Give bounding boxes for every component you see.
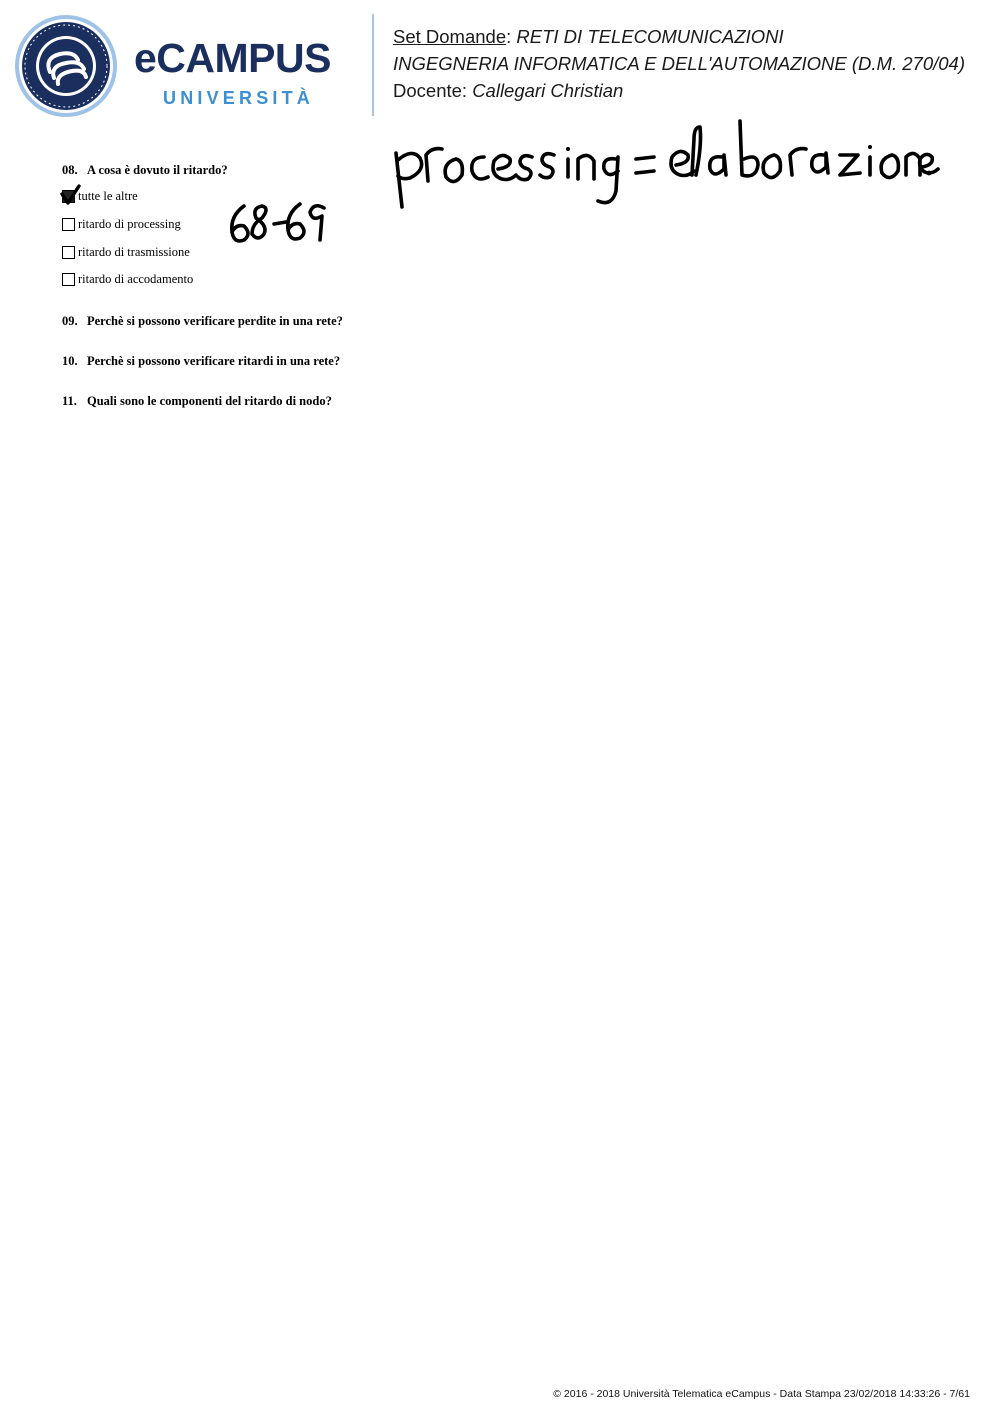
handwritten-page-reference <box>226 200 330 252</box>
teacher-line <box>393 77 965 104</box>
teacher-name: Callegari Christian <box>472 80 624 101</box>
set-label: Set Domande <box>393 26 507 47</box>
set-separator: : <box>506 26 517 47</box>
handwritten-note-processing <box>392 115 940 215</box>
checkbox[interactable] <box>62 218 75 231</box>
header-info <box>393 23 965 104</box>
question-text: A cosa è dovuto il ritardo? <box>87 163 228 177</box>
question-number: 09. <box>62 314 78 328</box>
set-value: RETI DI TELECOMUNICAZIONI <box>516 26 784 47</box>
option-label: ritardo di accodamento <box>78 272 194 286</box>
teacher-label: Docente: <box>393 80 473 101</box>
option-ritardo-di-processing[interactable] <box>62 217 181 232</box>
checkbox-checked[interactable] <box>62 190 75 203</box>
question-11 <box>62 394 332 409</box>
page-footer: © 2016 - 2018 Università Telematica eCampus - Data Stampa 23/02/2018 14:33:26 - 7/61 <box>553 1388 970 1400</box>
header-divider <box>372 14 374 116</box>
option-label: tutte le altre <box>78 189 138 203</box>
course-name: INGEGNERIA INFORMATICA E DELL'AUTOMAZIONE (D.M. 270/04) <box>393 53 965 74</box>
option-label: ritardo di trasmissione <box>78 245 190 259</box>
universita-wordmark: UNIVERSITÀ <box>163 88 315 108</box>
ecampus-wordmark: eCAMPUS <box>134 35 331 81</box>
question-number: 11. <box>62 394 77 408</box>
question-text: Quali sono le componenti del ritardo di nodo? <box>87 394 332 408</box>
option-label: ritardo di processing <box>78 217 181 231</box>
checkbox[interactable] <box>62 273 75 286</box>
ecampus-seal-logo <box>14 14 118 118</box>
question-09 <box>62 314 343 329</box>
question-10 <box>62 354 340 369</box>
question-number: 10. <box>62 354 78 368</box>
checkbox[interactable] <box>62 246 75 259</box>
question-number: 08. <box>62 163 78 177</box>
set-line <box>393 23 965 50</box>
question-text: Perchè si possono verificare perdite in una rete? <box>87 314 343 328</box>
option-ritardo-di-accodamento[interactable] <box>62 272 193 287</box>
handwritten-check-icon <box>60 184 82 206</box>
option-tutte-le-altre[interactable] <box>62 189 138 204</box>
question-08 <box>62 163 228 178</box>
option-ritardo-di-trasmissione[interactable] <box>62 245 190 260</box>
question-text: Perchè si possono verificare ritardi in una rete? <box>87 354 341 368</box>
